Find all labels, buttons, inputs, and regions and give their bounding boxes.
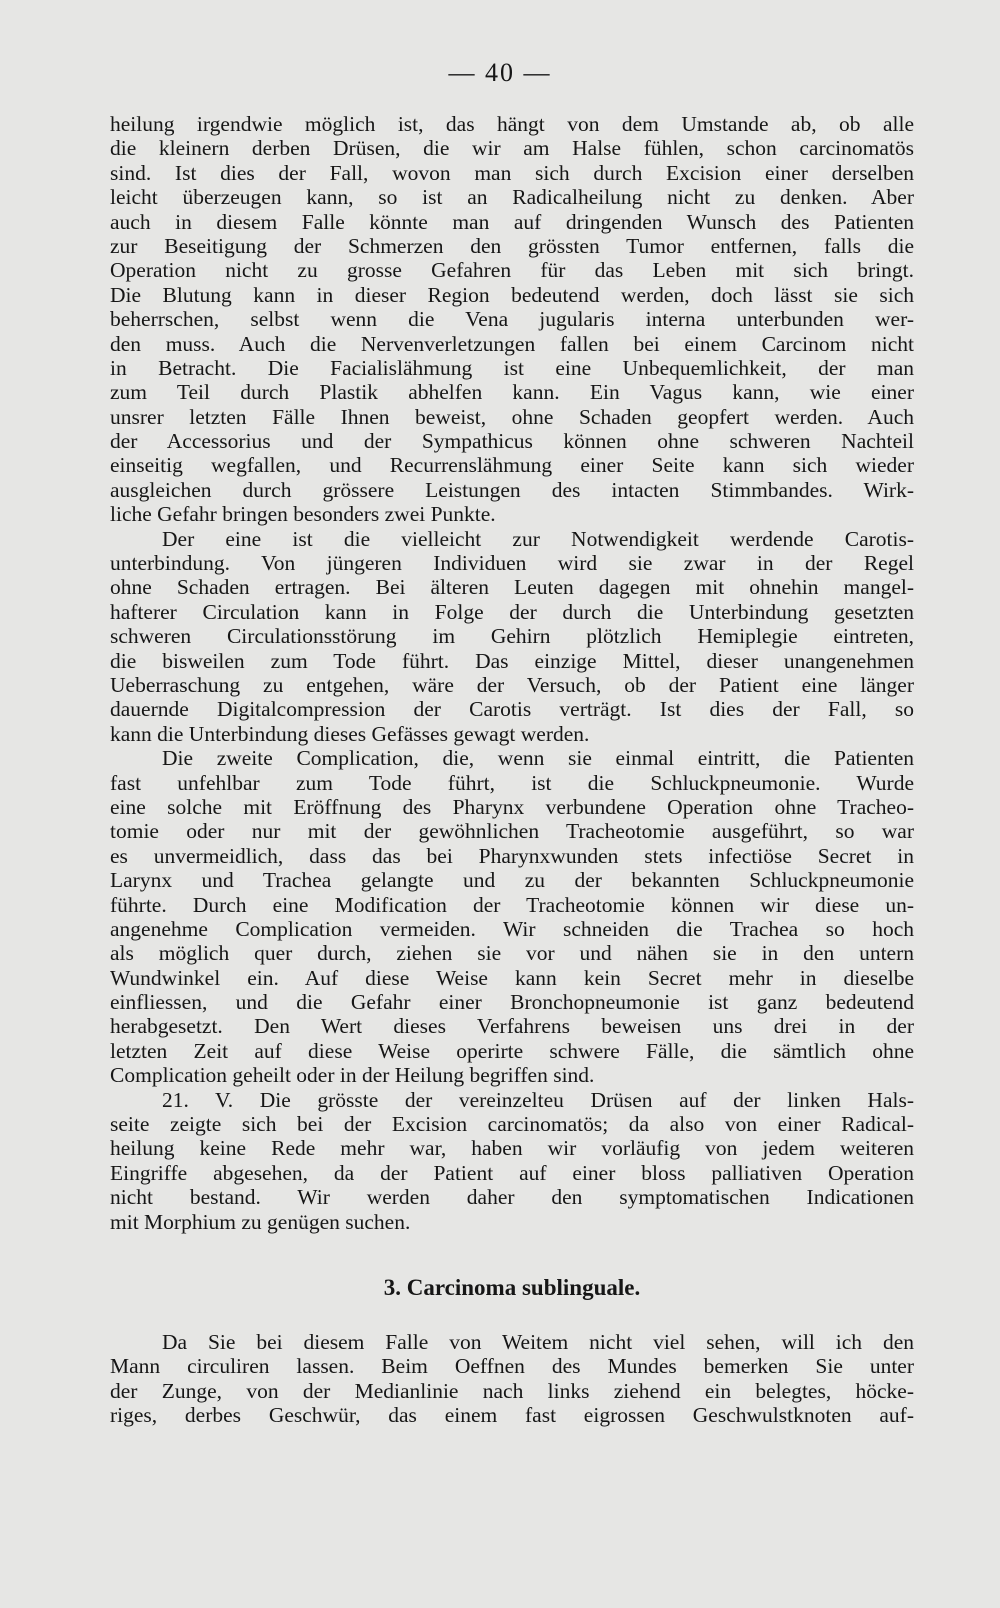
text-line: Da Sie bei diesem Falle von Weitem nicht viel sehen, will ich den bbox=[162, 1329, 914, 1354]
text-line: unterbindung. Von jüngeren Individuen wird sie zwar in der Regel bbox=[110, 551, 914, 576]
paragraph-complication bbox=[110, 746, 914, 1087]
text-line: beherrschen, selbst wenn die Vena jugularis interna unterbunden wer- bbox=[110, 307, 914, 332]
text-line: ausgleichen durch grössere Leistungen des intacten Stimmbandes. Wirk- bbox=[110, 477, 914, 502]
text-line: letzten Zeit auf diese Weise operirte schwere Fälle, die sämtlich ohne bbox=[110, 1038, 914, 1063]
text-line: Ueberraschung zu entgehen, wäre der Versuch, ob der Patient eine länger bbox=[110, 672, 914, 697]
paragraph-carotis bbox=[110, 527, 914, 747]
paragraph-sublingual bbox=[110, 1330, 914, 1428]
text-line: die kleinern derben Drüsen, die wir am Halse fühlen, schon carcinomatös bbox=[110, 136, 914, 161]
text-line: der Zunge, von der Medianlinie nach links ziehend ein belegtes, höcke- bbox=[110, 1378, 914, 1403]
text-line: liche Gefahr bringen besonders zwei Punkte. bbox=[110, 502, 496, 527]
text-line: seite zeigte sich bei der Excision carcinomatös; da also von einer Radical- bbox=[110, 1112, 914, 1137]
text-line: heilung irgendwie möglich ist, das hängt von dem Umstande ab, ob alle bbox=[110, 112, 914, 136]
text-line: 21. V. Die grösste der vereinzelteu Drüsen auf der linken Hals- bbox=[162, 1087, 914, 1112]
text-line: Die Blutung kann in dieser Region bedeutend werden, doch lässt sie sich bbox=[110, 282, 914, 307]
body-text bbox=[110, 112, 914, 1428]
text-line: Operation nicht zu grosse Gefahren für das Leben mit sich bringt. bbox=[110, 258, 914, 283]
page-number: — 40 — bbox=[448, 58, 552, 87]
text-line: zur Beseitigung der Schmerzen den grössten Tumor entfernen, falls die bbox=[110, 233, 914, 258]
text-line: es unvermeidlich, dass das bei Pharynxwunden stets infectiöse Secret in bbox=[110, 843, 914, 868]
text-line: tomie oder nur mit der gewöhnlichen Tracheotomie ausgeführt, so war bbox=[110, 819, 914, 844]
text-line: die bisweilen zum Tode führt. Das einzige Mittel, dieser unangenehmen bbox=[110, 648, 914, 673]
paragraph-dated-entry bbox=[110, 1088, 914, 1234]
text-line: Eingriffe abgesehen, da der Patient auf einer bloss palliativen Operation bbox=[110, 1160, 914, 1185]
text-line: Mann circuliren lassen. Beim Oeffnen des Mundes bemerken Sie unter bbox=[110, 1354, 914, 1379]
text-line: heilung keine Rede mehr war, haben wir vorläufig von jedem weiteren bbox=[110, 1136, 914, 1161]
section-heading: 3. Carcinoma sublinguale. bbox=[383, 1274, 641, 1300]
paragraph-continuation bbox=[110, 112, 914, 527]
text-line: leicht überzeugen kann, so ist an Radicalheilung nicht zu denken. Aber bbox=[110, 185, 914, 210]
text-line: schweren Circulationsstörung im Gehirn plötzlich Hemiplegie eintreten, bbox=[110, 624, 914, 649]
text-line: den muss. Auch die Nervenverletzungen fallen bei einem Carcinom nicht bbox=[110, 331, 914, 356]
text-line: dauernde Digitalcompression der Carotis verträgt. Ist dies der Fall, so bbox=[110, 697, 914, 722]
text-line: mit Morphium zu genügen suchen. bbox=[110, 1209, 411, 1234]
text-line: der Accessorius und der Sympathicus können ohne schweren Nachteil bbox=[110, 429, 914, 454]
text-line: riges, derbes Geschwür, das einem fast eigrossen Geschwulstknoten auf- bbox=[110, 1403, 914, 1428]
text-line: auch in diesem Falle könnte man auf dringenden Wunsch des Patienten bbox=[110, 209, 914, 234]
text-line: einfliessen, und die Gefahr einer Bronchopneumonie ist ganz bedeutend bbox=[110, 990, 914, 1015]
text-line: als möglich quer durch, ziehen sie vor und nähen sie in den untern bbox=[110, 941, 914, 966]
text-line: eine solche mit Eröffnung des Pharynx verbundene Operation ohne Tracheo- bbox=[110, 794, 914, 819]
text-line: Wundwinkel ein. Auf diese Weise kann kein Secret mehr in dieselbe bbox=[110, 965, 914, 990]
text-line: Complication geheilt oder in der Heilung begriffen sind. bbox=[110, 1063, 595, 1088]
text-line: führte. Durch eine Modification der Tracheotomie können wir diese un- bbox=[110, 892, 914, 917]
text-line: Die zweite Complication, die, wenn sie einmal eintritt, die Patienten bbox=[162, 746, 914, 771]
text-line: einseitig wegfallen, und Recurrenslähmung einer Seite kann sich wieder bbox=[110, 453, 914, 478]
text-line: in Betracht. Die Facialislähmung ist eine Unbequemlichkeit, der man bbox=[110, 355, 914, 380]
text-line: kann die Unterbindung dieses Gefässes gewagt werden. bbox=[110, 721, 590, 746]
text-line: fast unfehlbar zum Tode führt, ist die Schluckpneumonie. Wurde bbox=[110, 770, 914, 795]
text-line: unsrer letzten Fälle Ihnen beweist, ohne Schaden geopfert werden. Auch bbox=[110, 404, 914, 429]
text-line: angenehme Complication vermeiden. Wir schneiden die Trachea so hoch bbox=[110, 916, 914, 941]
text-line: ohne Schaden ertragen. Bei älteren Leuten dagegen mit ohnehin mangel- bbox=[110, 575, 914, 600]
text-line: zum Teil durch Plastik abhelfen kann. Ein Vagus kann, wie einer bbox=[110, 380, 914, 405]
text-line: Der eine ist die vielleicht zur Notwendigkeit werdende Carotis- bbox=[162, 526, 914, 551]
text-line: nicht bestand. Wir werden daher den symptomatischen Indicationen bbox=[110, 1185, 914, 1210]
text-line: hafterer Circulation kann in Folge der durch die Unterbindung gesetzten bbox=[110, 599, 914, 624]
text-line: Larynx und Trachea gelangte und zu der bekannten Schluckpneumonie bbox=[110, 868, 914, 893]
text-line: herabgesetzt. Den Wert dieses Verfahrens beweisen uns drei in der bbox=[110, 1014, 914, 1039]
text-line: sind. Ist dies der Fall, wovon man sich durch Excision einer derselben bbox=[110, 160, 914, 185]
